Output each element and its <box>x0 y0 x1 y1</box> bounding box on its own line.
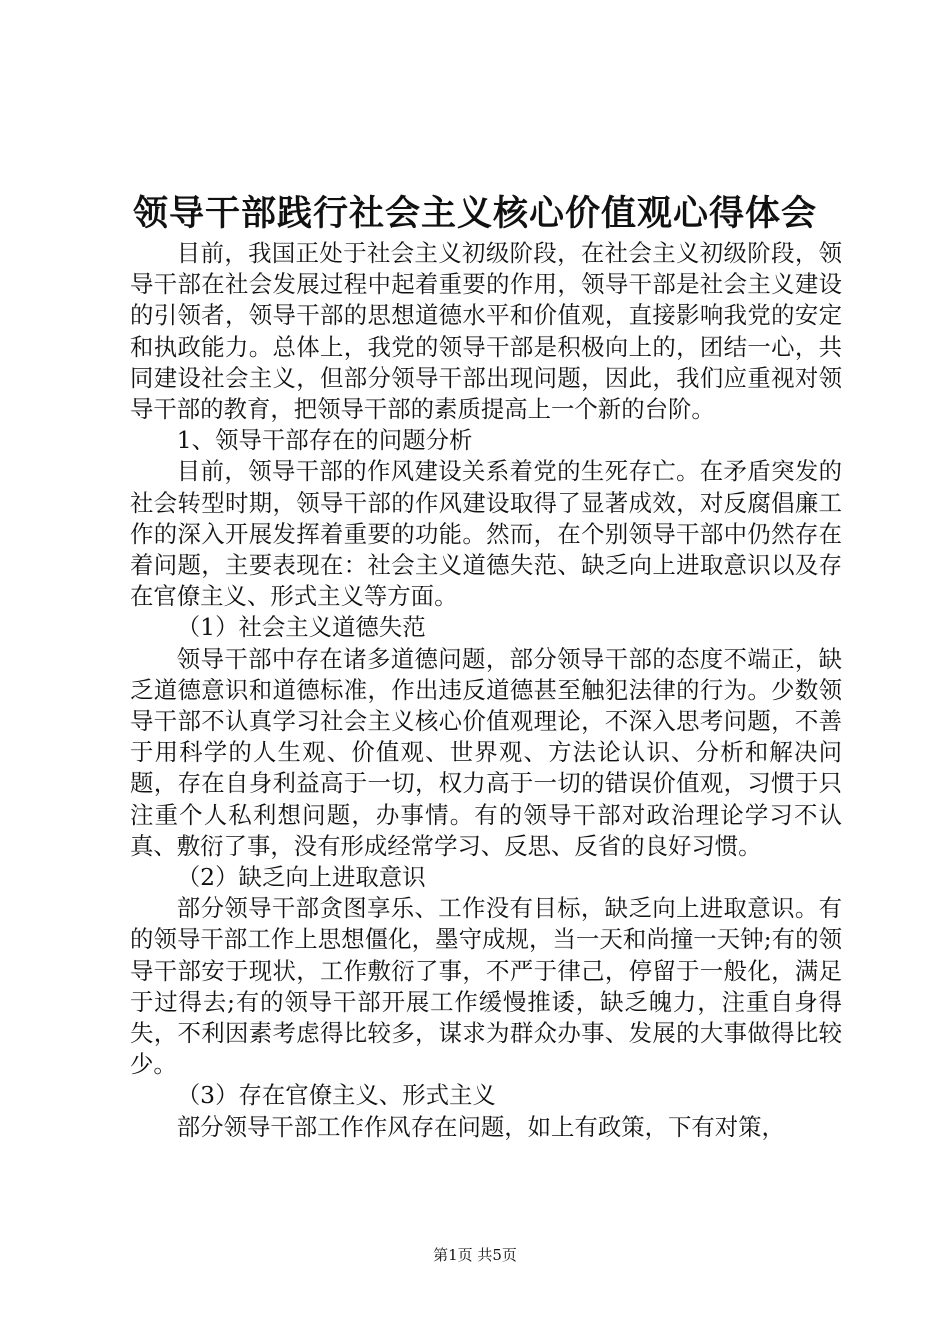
section-heading-1: 1、领导干部存在的问题分析 <box>176 426 473 455</box>
paragraph-section-1: 目前，领导干部的作风建设关系着党的生死存亡。在矛盾突发的社会转型时期，领导干部的作风建设取得了显著成效，对反腐倡廉工作的深入开展发挥着重要的功能。然而，在个别领导干部中仍然存在着问题，主要表现在：社会主义道德失范、缺乏向上进取意识以及存在官僚主义、形式主义等方面。 <box>130 457 842 611</box>
paragraph-subsection-3: 部分领导干部工作作风存在问题，如上有政策，下有对策， <box>176 1112 785 1141</box>
paragraph-subsection-2: 部分领导干部贪图享乐、工作没有目标，缺乏向上进取意识。有的领导干部工作上思想僵化，墨守成规，当一天和尚撞一天钟;有的领导干部安于现状，工作敷衍了事，不严于律己，停留于一般化，满足于过得去;有的领导干部开展工作缓慢推诿，缺乏魄力，注重自身得失，不利因素考虑得比较多，谋求为群众办事、发展的大事做得比较少。 <box>130 894 842 1079</box>
document-title: 领导干部践行社会主义核心价值观心得体会 <box>132 193 817 234</box>
paragraph-intro: 目前，我国正处于社会主义初级阶段，在社会主义初级阶段，领导干部在社会发展过程中起着重要的作用，领导干部是社会主义建设的引领者，领导干部的思想道德水平和价值观，直接影响我党的安定和执政能力。总体上，我党的领导干部是积极向上的，团结一心，共同建设社会主义，但部分领导干部出现问题，因此，我们应重视对领导干部的教育，把领导干部的素质提高上一个新的台阶。 <box>130 239 842 424</box>
paragraph-subsection-1: 领导干部中存在诸多道德问题，部分领导干部的态度不端正，缺乏道德意识和道德标准，作出违反道德甚至触犯法律的行为。少数领导干部不认真学习社会主义核心价值观理论，不深入思考问题，不善于用科学的人生观、价值观、世界观、方法论认识、分析和解决问题，存在自身利益高于一切，权力高于一切的错误价值观，习惯于只注重个人私利想问题，办事情。有的领导干部对政治理论学习不认真、敷衍了事，没有形成经常学习、反思、反省的良好习惯。 <box>130 644 842 860</box>
subheading-2: （2）缺乏向上进取意识 <box>176 863 426 892</box>
page-number-footer: 第1页 共5页 <box>433 1246 517 1264</box>
subheading-3: （3）存在官僚主义、形式主义 <box>176 1081 496 1110</box>
document-body <box>130 238 842 1143</box>
subheading-1: （1）社会主义道德失范 <box>176 613 426 642</box>
